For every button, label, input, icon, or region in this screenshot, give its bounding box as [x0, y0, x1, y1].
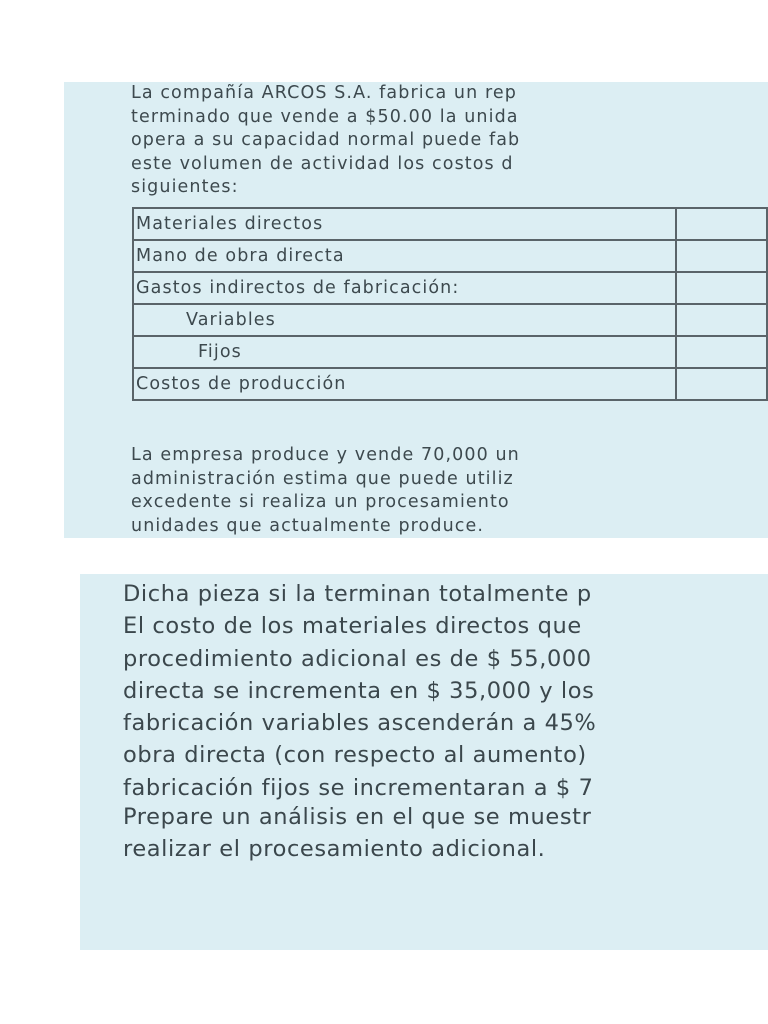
top-problem-panel — [64, 82, 768, 538]
closing-paragraph — [131, 444, 520, 538]
table-row — [133, 336, 767, 368]
text-line: obra directa (con respecto al aumento) — [123, 742, 587, 769]
text-line: opera a su capacidad normal puede fab — [131, 130, 521, 150]
text-line: siguientes: — [131, 177, 239, 197]
table-row — [133, 272, 767, 304]
text-line: La empresa produce y vende 70,000 un — [131, 445, 520, 465]
table-row — [133, 208, 767, 240]
row-value — [676, 240, 767, 272]
row-value — [676, 304, 767, 336]
text-line: Prepare un análisis en el que se muestr — [123, 804, 592, 830]
text-line: fabricación fijos se incrementaran a $ 7 — [123, 774, 594, 801]
table-row — [133, 304, 767, 336]
bottom-problem-panel — [80, 574, 768, 950]
text-line: administración estima que puede utiliz — [131, 468, 514, 489]
table-row — [133, 368, 767, 400]
row-value — [676, 368, 767, 400]
cost-table — [132, 207, 768, 401]
text-line: terminado que vende a $50.00 la unida — [131, 106, 519, 127]
text-line: este volumen de actividad los costos d — [131, 153, 514, 174]
text-line: procedimiento adicional es de $ 55,000 — [123, 645, 592, 672]
text-line: directa se incrementa en $ 35,000 y los — [123, 677, 595, 704]
row-value — [676, 272, 767, 304]
text-line: Dicha pieza si la terminan totalmente p — [123, 581, 592, 607]
instruction-paragraph — [123, 801, 591, 866]
text-line: realizar el procesamiento adicional. — [123, 836, 546, 863]
row-value — [676, 208, 767, 240]
table-row — [133, 240, 767, 272]
intro-paragraph — [131, 82, 520, 200]
row-label: Costos de producción — [133, 368, 676, 400]
text-line: excedente si realiza un procesamiento — [131, 492, 510, 512]
text-line: fabricación variables ascenderán a 45% — [123, 710, 597, 737]
details-paragraph — [123, 578, 596, 804]
row-value — [676, 336, 767, 368]
row-label: Fijos — [133, 336, 676, 368]
row-label: Gastos indirectos de fabricación: — [133, 272, 676, 304]
text-line: El costo de los materiales directos que — [123, 613, 582, 640]
text-line: unidades que actualmente produce. — [131, 515, 485, 536]
row-label: Materiales directos — [133, 208, 676, 240]
text-line: La compañía ARCOS S.A. fabrica un rep — [131, 83, 517, 103]
row-label: Variables — [133, 304, 676, 336]
row-label: Mano de obra directa — [133, 240, 676, 272]
